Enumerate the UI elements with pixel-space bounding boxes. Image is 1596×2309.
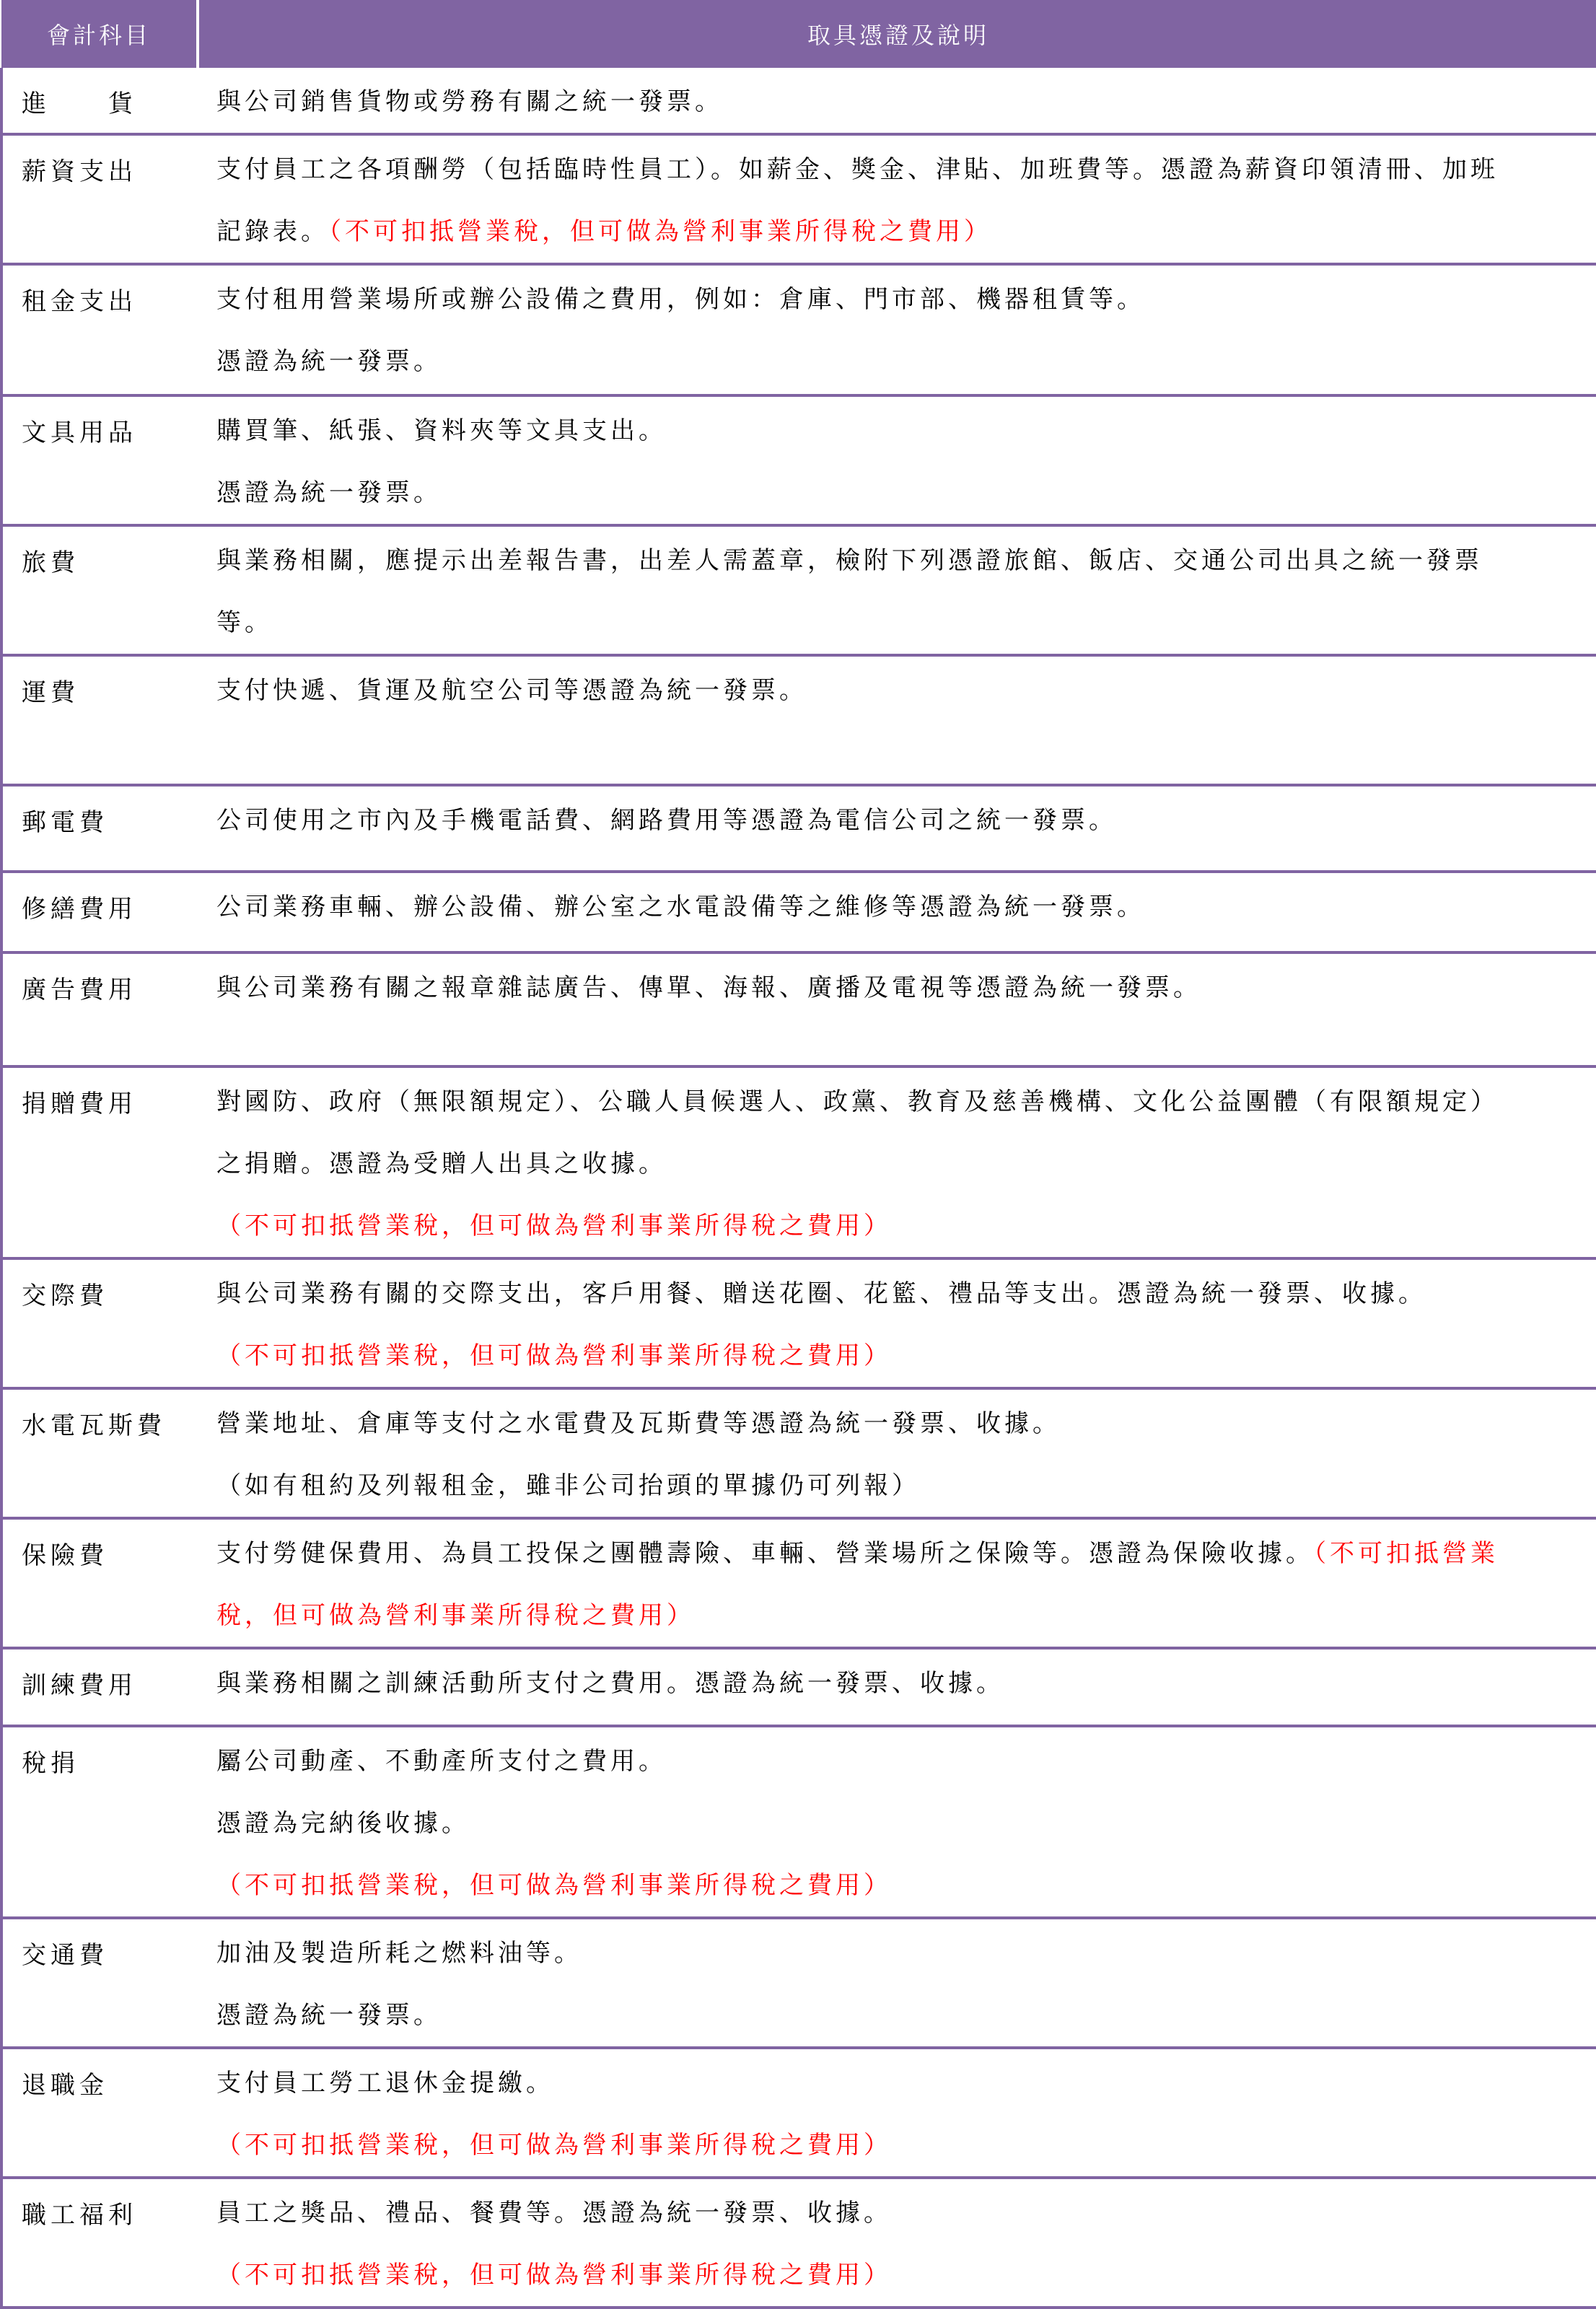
subject-cell bbox=[1, 2178, 198, 2308]
description-segment: 等。 bbox=[216, 608, 273, 637]
description-cell bbox=[198, 2178, 1596, 2308]
subject-cell bbox=[1, 1066, 198, 1258]
table-body bbox=[1, 68, 1596, 2308]
description-line bbox=[216, 1922, 1582, 1984]
description-line bbox=[216, 2244, 1582, 2306]
description-segment: 公司業務車輛、辦公設備、辦公室之水電設備等之維修等憑證為統一發票。 bbox=[216, 893, 1145, 921]
subject-label: 旅費 bbox=[22, 548, 79, 577]
description-text bbox=[198, 2163, 1596, 2306]
description-line bbox=[216, 1133, 1582, 1195]
description-text bbox=[198, 1374, 1596, 1517]
subject-cell bbox=[1, 1648, 198, 1726]
subject-cell bbox=[1, 1518, 198, 1648]
table-row bbox=[1, 525, 1596, 655]
subject-label: 水電瓦斯費 bbox=[22, 1411, 166, 1440]
subject-label: 交際費 bbox=[22, 1281, 108, 1310]
description-segment: 支付快遞、貨運及航空公司等憑證為統一發票。 bbox=[216, 676, 807, 705]
description-cell bbox=[198, 264, 1596, 395]
description-text bbox=[198, 938, 1596, 1019]
tax-note: （不可扣抵營業稅，但可做為營利事業所得稅之費用） bbox=[216, 1871, 892, 1900]
description-cell bbox=[198, 1518, 1596, 1648]
subject-cell bbox=[1, 134, 198, 264]
description-line bbox=[216, 876, 1582, 938]
description-line bbox=[216, 957, 1582, 1019]
description-text bbox=[198, 1052, 1596, 1257]
description-text bbox=[198, 771, 1596, 851]
subject-label: 修繕費用 bbox=[22, 895, 137, 924]
subject-cell bbox=[1, 785, 198, 872]
description-line bbox=[216, 1652, 1582, 1714]
description-text bbox=[198, 381, 1596, 524]
table-row bbox=[1, 395, 1596, 525]
subject-label: 租金支出 bbox=[22, 287, 137, 316]
description-text bbox=[198, 2033, 1596, 2176]
subject-cell bbox=[1, 1918, 198, 2048]
description-segment: 與公司銷售貨物或勞務有關之統一發票。 bbox=[216, 87, 723, 116]
description-segment: 與公司業務有關之報章雜誌廣告、傳單、海報、廣播及電視等憑證為統一發票。 bbox=[216, 973, 1201, 1002]
table-row bbox=[1, 1518, 1596, 1648]
description-segment: 憑證為統一發票。 bbox=[216, 347, 442, 376]
description-line bbox=[216, 1263, 1582, 1325]
subject-cell bbox=[1, 872, 198, 952]
table-row bbox=[1, 2178, 1596, 2308]
description-segment: 支付勞健保費用、為員工投保之團體壽險、車輛、營業場所之保險等。憑證為保險收據。 bbox=[216, 1539, 1314, 1568]
tax-note: （不可扣抵營業稅，但可做為營利事業所得稅之費用） bbox=[216, 1212, 892, 1240]
description-text bbox=[198, 511, 1596, 654]
subject-label: 郵電費 bbox=[22, 808, 108, 837]
description-cell bbox=[198, 525, 1596, 655]
description-text bbox=[198, 250, 1596, 393]
subject-cell bbox=[1, 2048, 198, 2178]
subject-cell bbox=[1, 1388, 198, 1518]
table-row bbox=[1, 2048, 1596, 2178]
description-cell bbox=[198, 1918, 1596, 2048]
subject-label: 稅捐 bbox=[22, 1749, 79, 1778]
description-segment: 憑證為統一發票。 bbox=[216, 478, 442, 507]
description-line bbox=[216, 268, 1582, 330]
description-segment: 與公司業務有關的交際支出，客戶用餐、贈送花圈、花籃、禮品等支出。憑證為統一發票、收據。 bbox=[216, 1279, 1426, 1308]
description-cell bbox=[198, 1388, 1596, 1518]
description-segment: 之捐贈。憑證為受贈人出具之收據。 bbox=[216, 1149, 667, 1178]
subject-label: 職工福利 bbox=[22, 2201, 137, 2230]
description-segment: 憑證為統一發票。 bbox=[216, 2001, 442, 2030]
description-segment: 支付員工勞工退休金提繳。 bbox=[216, 2069, 554, 2098]
subject-label: 薪資支出 bbox=[22, 157, 137, 186]
subject-label: 進 貨 bbox=[22, 89, 137, 118]
subject-cell bbox=[1, 264, 198, 395]
description-text bbox=[198, 120, 1596, 263]
description-cell bbox=[198, 395, 1596, 525]
table-row bbox=[1, 1726, 1596, 1918]
table-row bbox=[1, 1066, 1596, 1258]
description-line bbox=[216, 1071, 1582, 1133]
subject-cell bbox=[1, 395, 198, 525]
description-line bbox=[216, 1792, 1582, 1854]
description-text bbox=[198, 641, 1596, 722]
description-segment: 與業務相關，應提示出差報告書，出差人需蓋章，檢附下列憑證旅館、飯店、交通公司出具之統一發票 bbox=[216, 546, 1483, 575]
subject-label: 保險費 bbox=[22, 1541, 108, 1570]
table-row bbox=[1, 264, 1596, 395]
description-segment: 加油及製造所耗之燃料油等。 bbox=[216, 1939, 582, 1968]
description-cell bbox=[198, 134, 1596, 264]
subject-cell bbox=[1, 1258, 198, 1388]
subject-label: 訓練費用 bbox=[22, 1671, 137, 1700]
table-row bbox=[1, 655, 1596, 785]
description-line bbox=[216, 400, 1582, 462]
description-line bbox=[216, 660, 1582, 722]
tax-note: （不可扣抵營業稅，但可做為營利事業所得稅之費用） bbox=[216, 2131, 892, 2160]
subject-label: 廣告費用 bbox=[22, 976, 137, 1004]
table-row bbox=[1, 952, 1596, 1066]
description-segment: 支付租用營業場所或辦公設備之費用，例如：倉庫、門市部、機器租賃等。 bbox=[216, 285, 1145, 314]
description-segment: 屬公司動產、不動產所支付之費用。 bbox=[216, 1747, 667, 1776]
description-cell bbox=[198, 2048, 1596, 2178]
description-line bbox=[216, 1522, 1582, 1585]
subject-cell bbox=[1, 68, 198, 134]
description-cell bbox=[198, 952, 1596, 1066]
description-cell bbox=[198, 1258, 1596, 1388]
description-line bbox=[216, 2182, 1582, 2244]
description-text bbox=[198, 857, 1596, 938]
description-text bbox=[198, 1712, 1596, 1916]
description-line bbox=[216, 1393, 1582, 1455]
subject-label: 交通費 bbox=[22, 1941, 108, 1970]
tax-note: （不可扣抵營業稅，但可做為營利事業所得稅之費用） bbox=[216, 2261, 892, 2290]
table-row bbox=[1, 1258, 1596, 1388]
description-text bbox=[198, 1903, 1596, 2046]
description-segment: 與業務相關之訓練活動所支付之費用。憑證為統一發票、收據。 bbox=[216, 1669, 1004, 1698]
description-segment: 支付員工之各項酬勞（包括臨時性員工）。如薪金、獎金、津貼、加班費等。憑證為薪資印領清冊、加班 bbox=[216, 155, 1499, 184]
description-cell bbox=[198, 1726, 1596, 1918]
description-segment: 記錄表。 bbox=[216, 217, 329, 246]
description-line bbox=[216, 789, 1582, 851]
subject-cell bbox=[1, 525, 198, 655]
table-row bbox=[1, 1388, 1596, 1518]
subject-label: 捐贈費用 bbox=[22, 1090, 137, 1118]
subject-cell bbox=[1, 952, 198, 1066]
subject-cell bbox=[1, 1726, 198, 1918]
header-description: 取具憑證及說明 bbox=[198, 0, 1596, 68]
tax-note: （不可扣抵營業稅，但可做為營利事業所得稅之費用） bbox=[216, 1341, 892, 1370]
description-segment: 對國防、政府（無限額規定）、公職人員候選人、政黨、教育及慈善機構、文化公益團體（有限額規定） bbox=[216, 1087, 1499, 1116]
description-segment: （如有租約及列報租金，雖非公司抬頭的單據仍可列報） bbox=[216, 1471, 920, 1500]
description-line bbox=[216, 139, 1582, 201]
table-row bbox=[1, 1918, 1596, 2048]
description-cell bbox=[198, 655, 1596, 785]
description-line bbox=[216, 2052, 1582, 2114]
subject-label: 運費 bbox=[22, 678, 79, 707]
description-segment: 營業地址、倉庫等支付之水電費及瓦斯費等憑證為統一發票、收據。 bbox=[216, 1409, 1061, 1438]
tax-note: 稅，但可做為營利事業所得稅之費用） bbox=[216, 1601, 695, 1630]
description-segment: 憑證為完納後收據。 bbox=[216, 1809, 470, 1838]
subject-label: 退職金 bbox=[22, 2071, 108, 2100]
tax-note: （不可扣抵營業稅，但可做為營利事業所得稅之費用） bbox=[329, 217, 992, 246]
table-row bbox=[1, 134, 1596, 264]
header-subject: 會計科目 bbox=[1, 0, 198, 68]
description-text bbox=[198, 1244, 1596, 1387]
description-segment: 購買筆、紙張、資料夾等文具支出。 bbox=[216, 416, 667, 445]
description-segment: 員工之獎品、禮品、餐費等。憑證為統一發票、收據。 bbox=[216, 2199, 892, 2227]
subject-cell bbox=[1, 655, 198, 785]
description-line bbox=[216, 1730, 1582, 1792]
description-cell bbox=[198, 1066, 1596, 1258]
tax-note: （不可扣抵營業 bbox=[1314, 1539, 1499, 1568]
subject-label: 文具用品 bbox=[22, 419, 137, 447]
description-segment: 公司使用之市內及手機電話費、網路費用等憑證為電信公司之統一發票。 bbox=[216, 806, 1117, 835]
description-text bbox=[198, 1504, 1596, 1647]
description-line bbox=[216, 530, 1582, 592]
